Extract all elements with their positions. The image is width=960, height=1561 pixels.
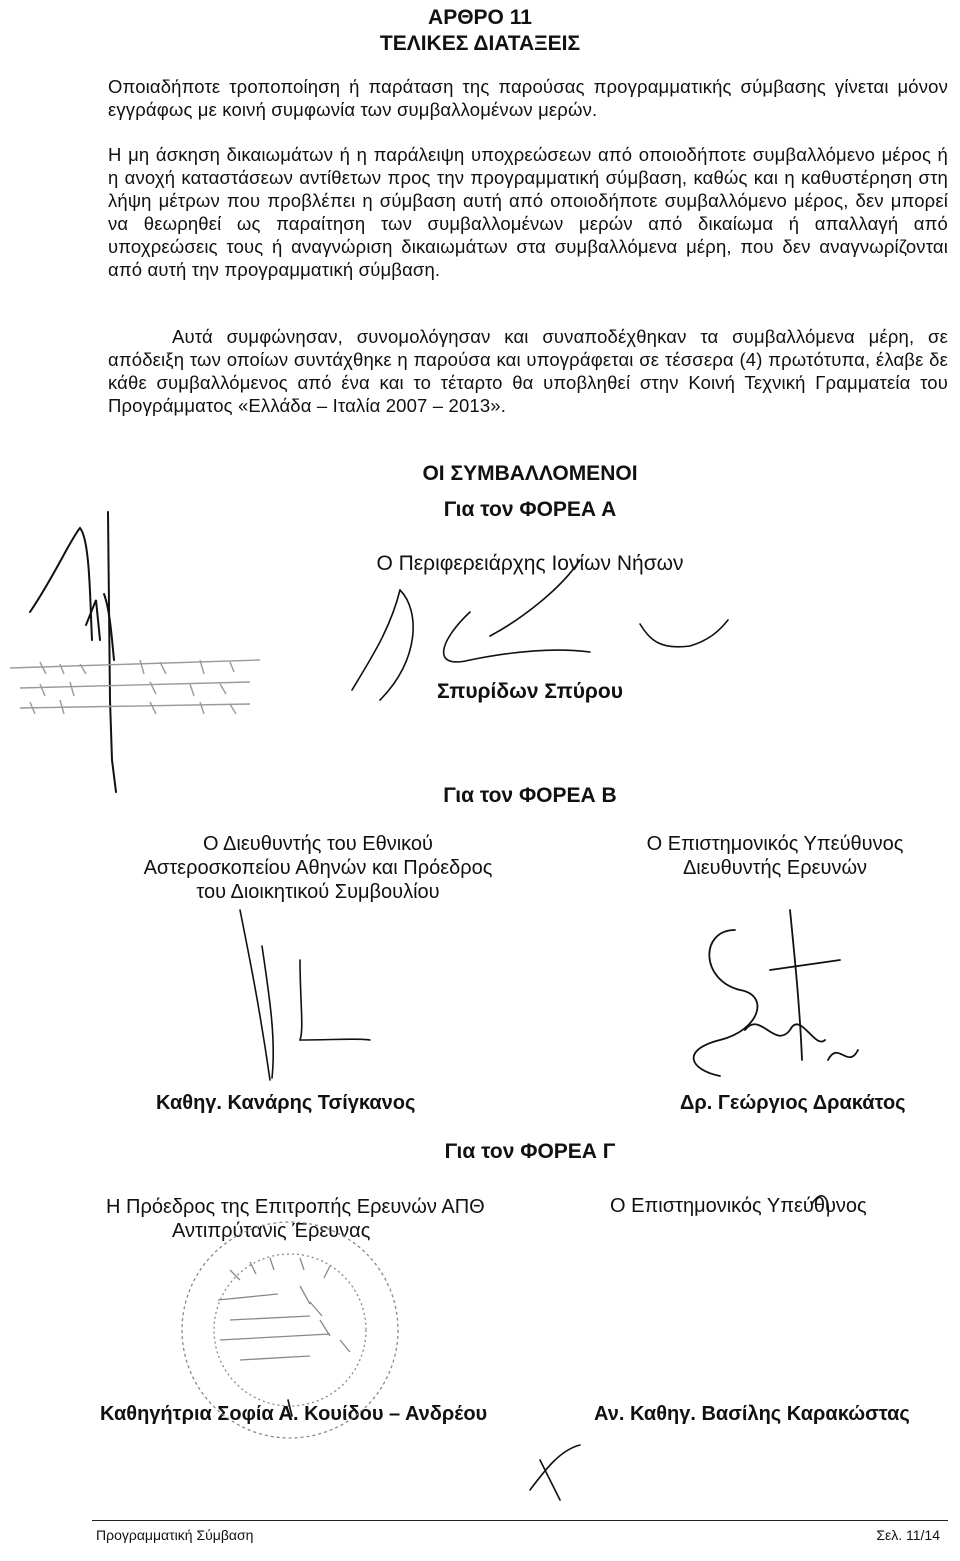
party-c-label: Για τον ΦΟΡΕΑ Γ bbox=[444, 1140, 616, 1163]
party-b-left-role-line: του Διοικητικού Συμβουλίου bbox=[196, 881, 440, 903]
paragraph-agreement: Αυτά συμφώνησαν, συνομολόγησαν και συναποδέχθηκαν τα συμβαλλόμενα μέρη, σε απόδειξη των οποίων συντάχθηκε η παρούσα και υπογράφεται σε τέσσερα (4) πρωτότυπα, έλαβε δε κάθε συμβαλλόμενος από ένα και το τέταρτο θα υποβληθεί στην Κοινή Τεχνική Γραμματεία του Προγράμματος «Ελλάδα – Ιταλία 2007 – 2013». bbox=[108, 326, 948, 416]
party-b-left-name: Καθηγ. Κανάρης Τσίγκανος bbox=[156, 1092, 416, 1114]
paragraph-non-waiver: Η μη άσκηση δικαιωμάτων ή η παράλειψη υποχρεώσεων από οποιοδήποτε συμβαλλόμενο μέρος ή η ανοχή καταστάσεων αντίθετων προς την προγραμματική σύμβαση, καθώς και η καθυστέρηση στη λήψη μέτρων που προβλέπει η σύμβαση αυτή από οποιοδήποτε συμβαλλόμενο μέρος, δεν μπορεί να θεωρηθεί ως παραίτηση των συμβαλλομένων μερών από δικαίωμα ή απαλλαγή από υποχρεώσεις τους ή αναγνώριση δικαιωμάτων στα συμβαλλόμενα μέρη, που δεν αναγνωρίζονται από αυτή την προγραμματική σύμβαση. bbox=[108, 144, 948, 280]
signature-party-b-left bbox=[240, 910, 370, 1080]
party-a-label: Για τον ΦΟΡΕΑ Α bbox=[443, 498, 617, 521]
signatories-heading: ΟΙ ΣΥΜΒΑΛΛΟΜΕΝΟΙ bbox=[422, 462, 638, 485]
party-b-label: Για τον ΦΟΡΕΑ Β bbox=[443, 784, 617, 807]
party-b-left-role-line: Ο Διευθυντής του Εθνικού bbox=[203, 833, 433, 855]
article-title: ΤΕΛΙΚΕΣ ΔΙΑΤΑΞΕΙΣ bbox=[379, 32, 581, 55]
party-b-right-role bbox=[600, 832, 950, 880]
article-number: ΑΡΘΡΟ 11 bbox=[428, 6, 532, 29]
party-c-right-role: Ο Επιστημονικός Υπεύθυνος bbox=[610, 1195, 867, 1217]
signature-party-a-left bbox=[30, 512, 116, 792]
party-c-left-role-line: Αντιπρύτανις Έρευνας bbox=[172, 1220, 371, 1242]
party-b-right-role-line: Διευθυντής Ερευνών bbox=[682, 857, 868, 879]
party-b-left-role bbox=[88, 832, 548, 904]
signature-party-b-right bbox=[694, 910, 858, 1076]
party-b-left-role-line: Αστεροσκοπείου Αθηνών και Πρόεδρος bbox=[143, 857, 493, 879]
footer-page-number: Σελ. 11/14 bbox=[876, 1527, 940, 1543]
stamp-party-a bbox=[10, 660, 260, 714]
party-b-right-role-line: Ο Επιστημονικός Υπεύθυνος bbox=[646, 833, 904, 855]
party-c-right-name: Αν. Καθηγ. Βασίλης Καρακώστας bbox=[594, 1403, 910, 1425]
party-a-name: Σπυρίδων Σπύρου bbox=[437, 680, 623, 703]
party-c-left-name: Καθηγήτρια Σοφία Α. Κουίδου – Ανδρέου bbox=[100, 1403, 488, 1425]
footer-document-name: Προγραμματική Σύμβαση bbox=[96, 1527, 254, 1543]
party-c-left-role-line: Η Πρόεδρος της Επιτροπής Ερευνών ΑΠΘ bbox=[106, 1196, 485, 1218]
party-a-role: Ο Περιφερειάρχης Ιονίων Νήσων bbox=[376, 552, 684, 575]
signature-party-a bbox=[352, 560, 728, 700]
footer-rule bbox=[92, 1520, 948, 1521]
party-b-right-name: Δρ. Γεώργιος Δρακάτος bbox=[680, 1092, 906, 1114]
party-c-left-role bbox=[106, 1195, 576, 1243]
paragraph-amendments: Οποιαδήποτε τροποποίηση ή παράταση της παρούσας προγραμματικής σύμβασης γίνεται μόνον εγγράφως με κοινή συμφωνία των συμβαλλομένων μερών. bbox=[108, 76, 948, 120]
